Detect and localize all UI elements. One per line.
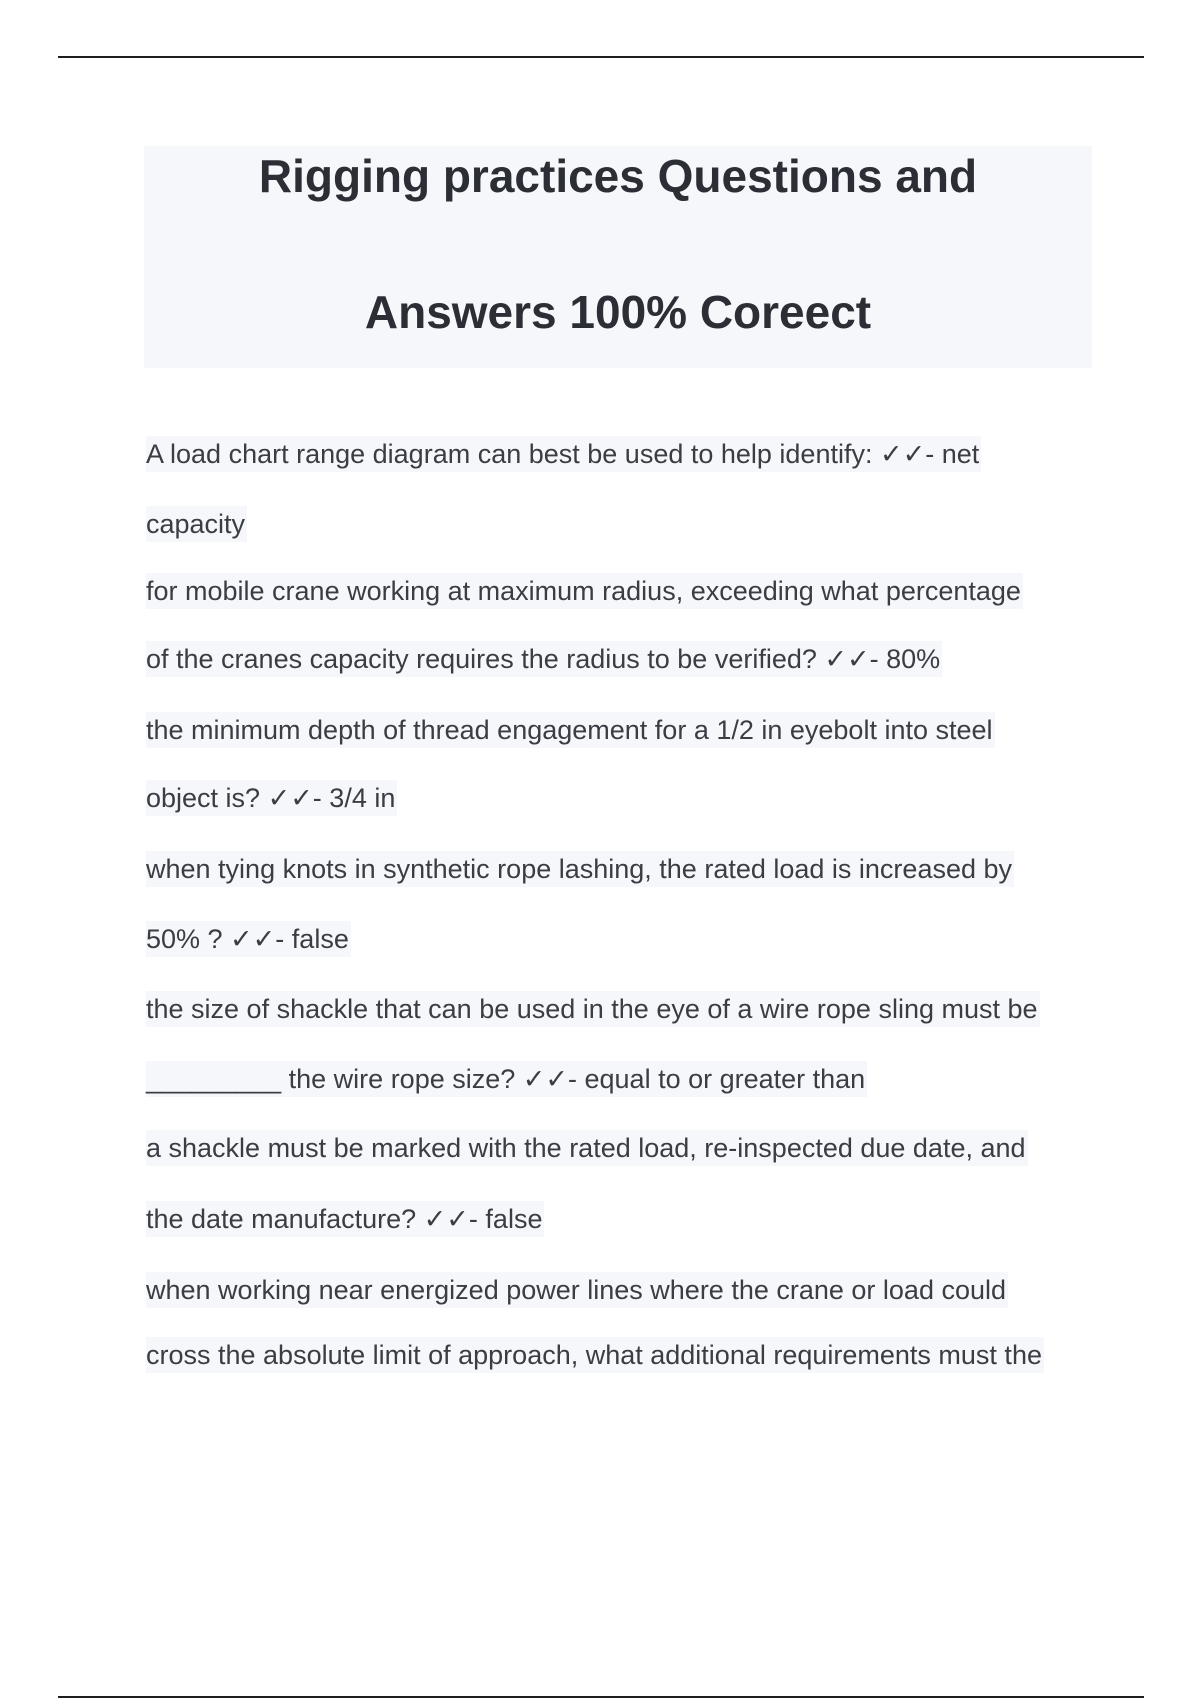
title-block (144, 146, 1092, 368)
text-line: a shackle must be marked with the rated load, re-inspected due date, and (146, 1130, 1028, 1166)
text-line-7 (146, 851, 1014, 887)
footer-rule (58, 1696, 1144, 1698)
text-line: A load chart range diagram can best be used to help identify: ✓✓- net (146, 436, 981, 472)
text-line-9 (146, 991, 1040, 1027)
text-line: _________ the wire rope size? ✓✓- equal to or greater than (146, 1061, 867, 1097)
text-line: 50% ? ✓✓- false (146, 921, 351, 957)
text-line-4 (146, 641, 942, 677)
text-line: capacity (146, 506, 247, 542)
text-line: when working near energized power lines where the crane or load could (146, 1272, 1008, 1308)
text-line-6 (146, 780, 397, 816)
text-line: the size of shackle that can be used in the eye of a wire rope sling must be (146, 991, 1040, 1027)
document-title-line-1: Rigging practices Questions and (258, 150, 978, 202)
text-line-14 (146, 1337, 1044, 1373)
text-line-10 (146, 1061, 867, 1097)
text-line: when tying knots in synthetic rope lashing, the rated load is increased by (146, 851, 1014, 887)
text-line-8 (146, 921, 351, 957)
text-line: of the cranes capacity requires the radius to be verified? ✓✓- 80% (146, 641, 942, 677)
text-line-5 (146, 712, 995, 748)
text-line: object is? ✓✓- 3/4 in (146, 780, 397, 816)
text-line: for mobile crane working at maximum radius, exceeding what percentage (146, 573, 1023, 609)
text-line: the date manufacture? ✓✓- false (146, 1201, 544, 1237)
document-title-line-2: Answers 100% Coreect (364, 286, 872, 338)
header-rule (58, 56, 1144, 58)
text-line: cross the absolute limit of approach, what additional requirements must the (146, 1337, 1044, 1373)
text-line-2 (146, 506, 247, 542)
text-line-1 (146, 436, 981, 472)
text-line-3 (146, 573, 1023, 609)
text-line-12 (146, 1201, 544, 1237)
text-line-11 (146, 1130, 1028, 1166)
text-line: the minimum depth of thread engagement for a 1/2 in eyebolt into steel (146, 712, 995, 748)
text-line-13 (146, 1272, 1008, 1308)
